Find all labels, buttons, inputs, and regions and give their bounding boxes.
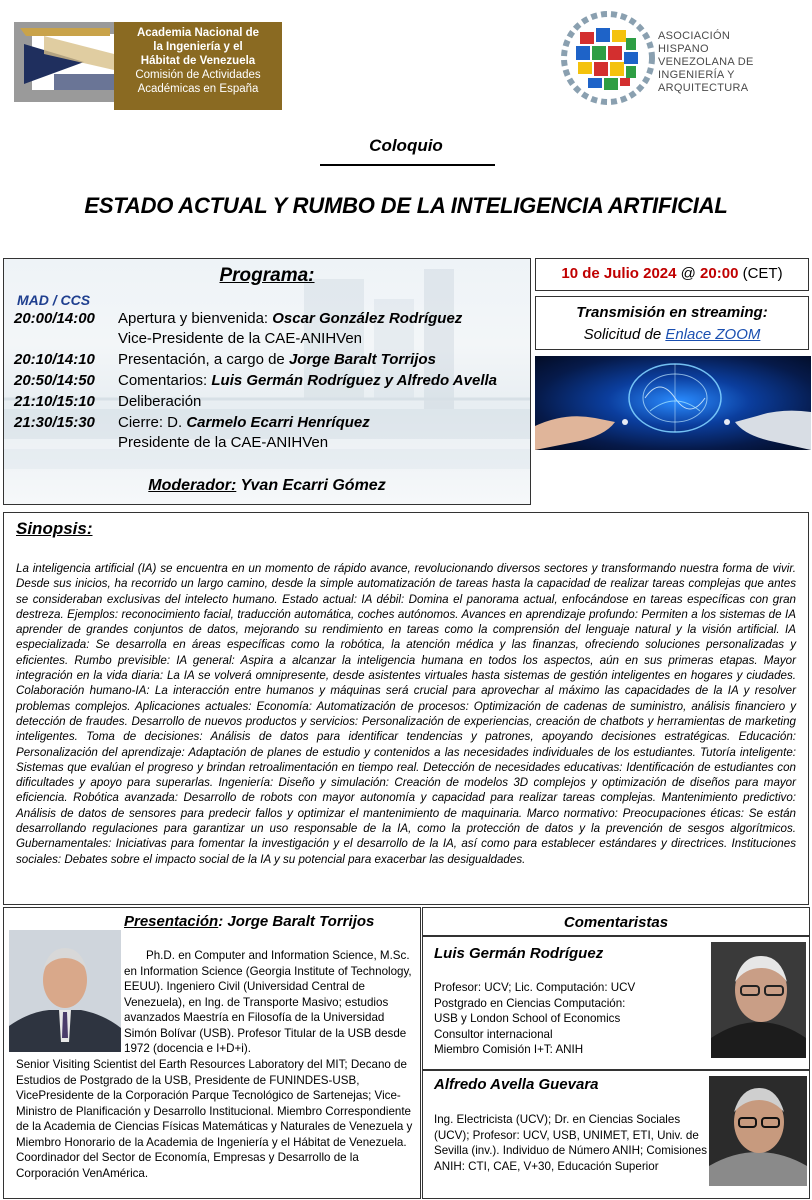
- agenda-text: Deliberación: [118, 393, 202, 410]
- sinopsis-text: La inteligencia artificial (IA) se encuentra en un momento de rápido avance, revolucionando diversos sectores y transformando nuestra forma de vivir. Desde sus inicios, ha recorrido un largo camino, desde la simple automatización de tareas hasta la capacidad de realizar tareas complejas que antes se consideraban exclusivas del intelecto humano. Estado actual: IA débil: Domina el panorama actual, enfocándose en tareas específicas con gran destreza. Ejemplos: reconocimiento facial, traducción automática, coches autónomos. Avances en aprendizaje profundo: Permiten a los sistemas de IA aprender de grandes conjuntos de datos, mejorando su rendimiento en tareas como la comprensión del lenguaje natural y la visión artificial. IA especializada: Se desarrolla en áreas específicas como la robótica, la atención médica y las finanzas, ofreciendo soluciones personalizadas y eficientes. Rumbo previsible: IA general: Aspira a alcanzar la inteligencia humana en todos los aspectos, aún en sus primeras etapas. Mayor integración en la vida diaria: La IA se volverá omnipresente, desde asistentes virtuales hasta sistemas de gestión inteligentes en hogares y ciudades. Colaboración humano-IA: La interacción entre humanos y máquinas será crucial para aprovechar al máximo las capacidades de la IA y resolver problemas complejos. Aplicaciones actuales: Economía: Automatización de procesos: Optimización de cadenas de suministro, análisis financiero y detección de fraudes. Desarrollo de nuevos productos y servicios: Personalización de experiencias, creación de chatbots y herramientas de marketing inteligentes. Toma de decisiones: Análisis de datos para identificar tendencias y patrones, apoyando decisiones estratégicas. Educación: Personalización del aprendizaje: Adaptación de planes de estudio y contenidos a las necesidades individuales de los estudiantes. Tutoría inteligente: Sistemas que evalúan el progreso y brindan retroalimentación en tiempo real. Detección de necesidades educativas: Identificación de estudiantes con dificultades y apoyo para superarlas. Ingeniería: Diseño y simulación: Creación de modelos 3D complejos y optimización de diseños para mayor eficiencia. Robótica avanzada: Desarrollo de robots con mayor autonomía y capacidad para realizar tareas complejas. Mantenimiento predictivo: Análisis de datos de sensores para predecir fallos y optimizar el mantenimiento de maquinaria. Marco normativo: Preocupaciones éticas: Se están desarrollando regulaciones para garantizar un uso responsable de la IA, como la protección de datos y la prevención de sesgos algorítmicos. Gubernamentales: Iniciativas para fomentar la investigación y el desarrollo de la IA, así como para establecer estándares y directrices. Instituciones sociales: Debates sobre el impacto social de la IA y su potencial para exacerbar las desigualdades.: [16, 562, 796, 866]
- ai-brain-illustration: [535, 356, 811, 450]
- comentaristas-box: [422, 907, 810, 1199]
- programa-title: Programa:: [219, 265, 315, 286]
- agenda-desc: [118, 433, 328, 453]
- moderador-name: Yvan Ecarri Gómez: [236, 477, 386, 494]
- commentator-2-silhouette: [709, 1076, 807, 1186]
- academia-line-2: la Ingeniería y el: [153, 41, 243, 53]
- agenda-desc: [118, 392, 201, 412]
- agenda-text: Presentación, a cargo de: [118, 351, 289, 368]
- asociacion-logo: [560, 10, 800, 110]
- moderador: [4, 477, 530, 495]
- timezone-label: MAD / CCS: [17, 292, 91, 308]
- asociacion-line-5: ARQUITECTURA: [658, 82, 749, 94]
- divider: [423, 935, 809, 937]
- academia-line-3: Hábitat de Venezuela: [140, 55, 256, 67]
- page-title: ESTADO ACTUAL Y RUMBO DE LA INTELIGENCIA ARTIFICIAL: [84, 193, 728, 218]
- asociacion-line-1: ASOCIACIÓN: [658, 30, 731, 42]
- academia-logo-icon: [14, 14, 114, 110]
- agenda-desc: [118, 371, 497, 391]
- agenda-person: Luis Germán Rodríguez y Alfredo Avella: [211, 372, 497, 389]
- streaming-title: Transmisión en streaming:: [576, 304, 768, 321]
- presenter-name: : Jorge Baralt Torrijos: [218, 913, 375, 930]
- moderador-label: Moderador:: [148, 477, 237, 494]
- agenda-person: Jorge Baralt Torrijos: [288, 351, 436, 368]
- commentator-2-details: Ing. Electricista (UCV); Dr. en Ciencias Sociales (UCV); Profesor: UCV, USB, UNIMET, ETI, Univ. de Sevilla (inv.). Individuo de Número ANIH; Comisiones ANIH: CTI, CAE, V+30, Educación Superior: [434, 1113, 707, 1173]
- academia-line-4: Comisión de Actividades: [135, 69, 261, 81]
- speaker-photo: [9, 930, 121, 1052]
- commentator-1-name: Luis Germán Rodríguez: [434, 945, 604, 962]
- title-divider: [320, 164, 495, 166]
- comentaristas-title: Comentaristas: [563, 914, 669, 931]
- agenda-time: 21:30/15:30: [14, 414, 95, 431]
- presenter-bio-top: Ph.D. en Computer and Information Science, M.Sc. en Information Science (Georgia Institute of Technology, EEUU). Ingeniero Civil (Universidad Central de Venezuela), en Ing. de Transporte Masivo; estudios avanzados Maestría en Filosofía de la Universidad Simón Bolívar (USB). Profesor Titular de la USB desde 1972 (docencia e I+D+i).: [124, 949, 412, 1055]
- presenter-bio-bottom: Senior Visiting Scientist del Earth Resources Laboratory del MIT; Decano de Estudios de Postgrado de la USB, Presidente de FUNINDES-USB, VicePresidente de la Corporación Parque Tecnológico de Sartenejas; Vice-Ministro de Planificación y Desarrollo Institucional. Miembro Correspondiente de la Academia de Ciencias Físicas Matemáticas y Naturales de Venezuela y Miembro Honorario de la Academia de Ingeniería y el Hábitat de Venezuela. Coordinador del Sector de Economía, Empresas y Desarrollo de la Corporación VenAmérica.: [16, 1058, 413, 1180]
- event-time: 20:00: [700, 265, 739, 282]
- academia-logo-text: [114, 22, 282, 110]
- asociacion-line-3: VENEZOLANA DE: [658, 56, 754, 68]
- agenda-text: Cierre: D.: [118, 414, 187, 431]
- commentator-1-line: Profesor: UCV; Lic. Computación: UCV: [434, 981, 636, 994]
- presentacion-label: Presentación: [124, 913, 219, 930]
- academia-line-5: Académicas en España: [137, 83, 259, 95]
- commentator-1-line: Consultor internacional: [434, 1027, 553, 1041]
- commentator-2-name: Alfredo Avella Guevara: [434, 1076, 599, 1093]
- agenda-desc: [118, 350, 436, 370]
- commentator-2-photo: [709, 1076, 807, 1186]
- agenda-text: Presidente de la CAE-ANIHVen: [118, 434, 329, 451]
- asociacion-logo-text: [658, 30, 754, 95]
- agenda-text: Comentarios:: [118, 372, 212, 389]
- asociacion-globe-icon: [560, 10, 656, 106]
- asociacion-line-2: HISPANO: [658, 43, 709, 55]
- event-date-box: [535, 258, 809, 291]
- streaming-box: [535, 296, 809, 350]
- programa-box: [3, 258, 531, 505]
- ai-brain-image: [535, 356, 811, 450]
- streaming-request: [536, 324, 808, 346]
- agenda-person: Oscar González Rodríguez: [272, 310, 463, 327]
- event-date: 10 de Julio 2024: [561, 265, 677, 282]
- agenda-time: 20:00/14:00: [14, 310, 95, 327]
- agenda-text: Apertura y bienvenida:: [118, 310, 273, 327]
- speaker-silhouette: [9, 930, 121, 1052]
- divider: [423, 1069, 809, 1071]
- commentator-1-line: Miembro Comisión I+T: ANIH: [434, 1043, 584, 1056]
- agenda-desc: [118, 329, 362, 349]
- agenda-text: Vice-Presidente de la CAE-ANIHVen: [118, 330, 363, 347]
- commentator-1-details: [434, 980, 714, 1058]
- presentacion-box: [3, 907, 421, 1199]
- academia-line-1: Academia Nacional de: [136, 27, 260, 39]
- agenda-time: 20:50/14:50: [14, 372, 95, 389]
- event-timezone: (CET): [738, 265, 783, 282]
- agenda-person: Carmelo Ecarri Henríquez: [186, 414, 370, 431]
- zoom-link[interactable]: Enlace ZOOM: [665, 326, 761, 343]
- agenda-desc: [118, 413, 370, 433]
- presentacion-title: [124, 913, 374, 930]
- commentator-1-line: USB y London School of Economics: [434, 1012, 621, 1025]
- agenda-desc: [118, 309, 462, 329]
- commentator-1-line: Postgrado en Ciencias Computación:: [434, 996, 626, 1010]
- streaming-request-text: Solicitud de: [583, 326, 666, 343]
- commentator-1-silhouette: [711, 942, 806, 1058]
- agenda-time: 20:10/14:10: [14, 351, 95, 368]
- asociacion-line-4: INGENIERÍA Y: [658, 69, 735, 81]
- academia-logo: [14, 14, 282, 110]
- agenda-time: 21:10/15:10: [14, 393, 95, 410]
- commentator-1-photo: [711, 942, 806, 1058]
- event-type: Coloquio: [369, 136, 443, 155]
- sinopsis-box: [3, 512, 809, 905]
- event-at: @: [676, 265, 701, 282]
- sinopsis-title: Sinopsis:: [16, 519, 93, 538]
